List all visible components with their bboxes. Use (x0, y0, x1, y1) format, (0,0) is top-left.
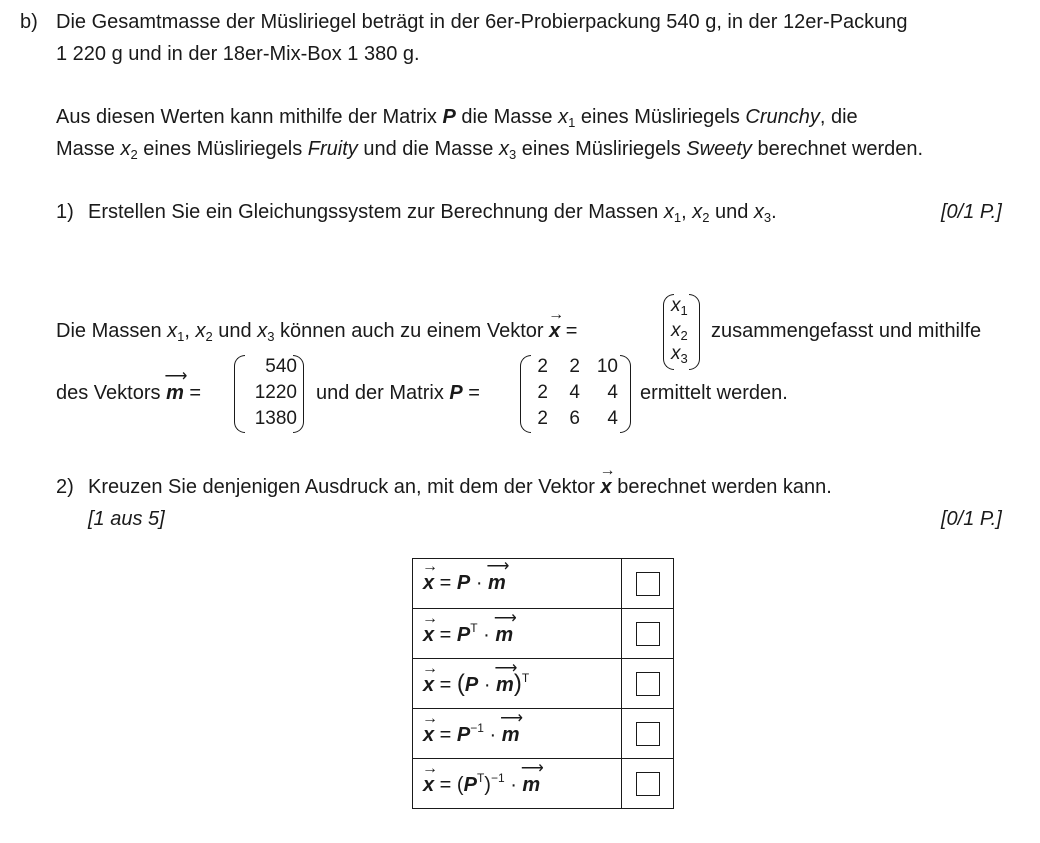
para2-line-2: Masse $x_2$ eines Müsliriegels Fruity und die Masse $x_3$ eines Müsliriegels Sweety berechnet werden. (56, 138, 924, 162)
option-checkbox-2[interactable] (636, 622, 660, 646)
right-paren (689, 294, 700, 370)
answer-option-row (413, 759, 674, 809)
option-expression-5: → $x = (P^T)^{-1}$ · ⟶ m (413, 759, 622, 809)
vector-line-2-mid: und der Matrix P = (316, 382, 480, 404)
vector-line-2-end: ermittelt werden. (640, 382, 788, 404)
intro-line-2: 1 220 g und in der 18er-Mix-Box 1 380 g. (56, 43, 420, 65)
x-vector-entry-1: $x_1$ (671, 295, 688, 318)
answer-option-row (413, 659, 674, 709)
m-vector (234, 355, 306, 433)
vector-x-symbol: → x (599, 462, 616, 498)
task2-text: Kreuzen Sie denjenigen Ausdruck an, mit dem der Vektor → x berechnet werden kann. (88, 462, 832, 498)
vector-m-symbol: ⟶ m (164, 368, 186, 404)
x-vector-entry-3: $x_3$ (671, 343, 688, 366)
option-expression-2: → $x = P^T$ · ⟶ m (413, 609, 622, 659)
vector-line-1: Die Massen $x_1$, $x_2$ und $x_3$ können auch zu einem Vektor → x = (56, 306, 578, 344)
p-matrix-cell: 2 (537, 408, 548, 429)
option-checkbox-3[interactable] (636, 672, 660, 696)
option-expression-4: → $x = P^{-1}$ · ⟶ m (413, 709, 622, 759)
x-vector (663, 294, 701, 370)
vector-line-2: des Vektors ⟶ m = (56, 368, 202, 404)
vector-line-1-end: zusammengefasst und mithilfe (711, 320, 982, 342)
task1-text: Erstellen Sie ein Gleichungssystem zur Berechnung der Massen $x_1$, $x_2$ und $x_3$. (88, 201, 777, 225)
p-matrix-cell: 4 (569, 382, 580, 403)
p-matrix (520, 355, 632, 433)
answer-option-row (413, 709, 674, 759)
task2-number: 2) (56, 476, 74, 498)
option-checkbox-4[interactable] (636, 722, 660, 746)
part-label: b) (20, 11, 38, 33)
p-matrix-cell: 10 (596, 356, 618, 377)
p-matrix-cell: 4 (607, 382, 618, 403)
x-vector-entry-2: $x_2$ (671, 320, 688, 343)
task2-subtext: [1 aus 5] (88, 508, 165, 530)
m-vector-entry-1: 540 (265, 356, 297, 377)
vector-x-symbol: → x (548, 306, 565, 342)
p-matrix-cell: 2 (537, 382, 548, 403)
right-paren (293, 355, 304, 433)
p-matrix-cell: 6 (569, 408, 580, 429)
answer-option-row (413, 559, 674, 609)
p-matrix-cell: 2 (537, 356, 548, 377)
task1-number: 1) (56, 201, 74, 223)
right-paren (620, 355, 631, 433)
option-expression-1: → x = P · ⟶ m (413, 559, 622, 609)
option-checkbox-1[interactable] (636, 572, 660, 596)
task1-points: [0/1 P.] (941, 201, 1002, 223)
answer-option-row (413, 609, 674, 659)
para2-line-1: Aus diesen Werten kann mithilfe der Matrix P die Masse $x_1$ eines Müsliriegels Crunchy, die (56, 106, 858, 130)
p-matrix-cell: 4 (607, 408, 618, 429)
task2-points: [0/1 P.] (941, 508, 1002, 530)
answer-options-table (412, 558, 674, 809)
intro-line-1: Die Gesamtmasse der Müsliriegel beträgt in der 6er-Probierpackung 540 g, in der 12er-Packung (56, 11, 908, 33)
m-vector-entry-2: 1220 (254, 382, 297, 403)
option-checkbox-5[interactable] (636, 772, 660, 796)
p-matrix-cell: 2 (569, 356, 580, 377)
m-vector-entry-3: 1380 (254, 408, 297, 429)
option-expression-3: → x = (P · ⟶ m)$^T$ (413, 659, 622, 709)
